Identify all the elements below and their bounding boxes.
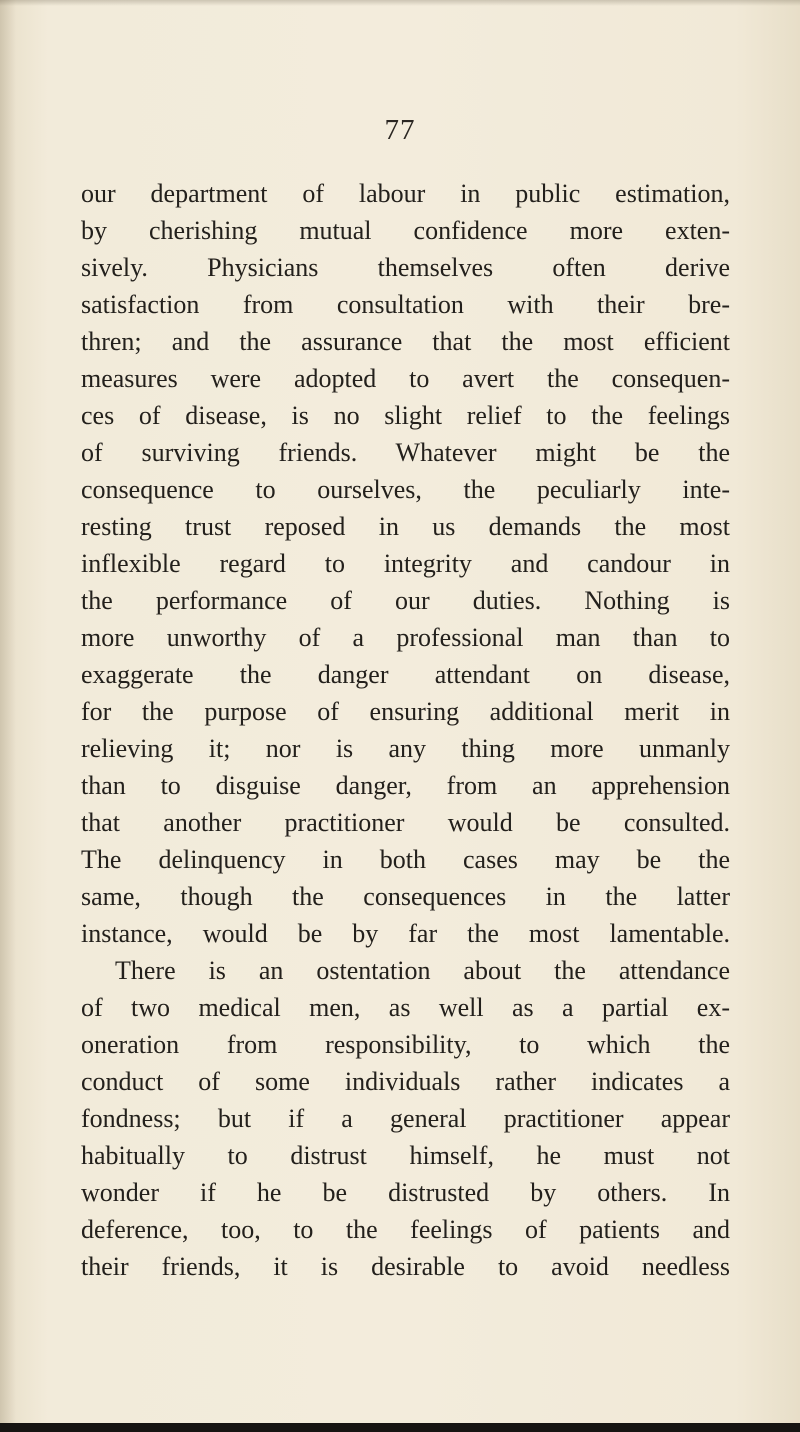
- text-line: fondness; but if a general practitioner appear: [81, 1104, 730, 1133]
- text-line: The delinquency in both cases may be the: [81, 845, 730, 874]
- text-line: of two medical men, as well as a partial ex-: [81, 993, 730, 1022]
- text-line: inflexible regard to integrity and candour in: [81, 549, 730, 578]
- text-line: resting trust reposed in us demands the most: [81, 512, 730, 541]
- text-line: deference, too, to the feelings of patients and: [81, 1215, 730, 1244]
- text-line: relieving it; nor is any thing more unmanly: [81, 734, 730, 763]
- text-line: conduct of some individuals rather indicates a: [81, 1067, 730, 1096]
- text-line: measures were adopted to avert the consequen-: [81, 364, 730, 393]
- page-top-edge: [0, 0, 800, 6]
- text-line: thren; and the assurance that the most efficient: [81, 327, 730, 356]
- text-line: than to disguise danger, from an apprehension: [81, 771, 730, 800]
- text-line: their friends, it is desirable to avoid needless: [81, 1252, 730, 1281]
- text-line: our department of labour in public estimation,: [81, 179, 730, 208]
- text-line: consequence to ourselves, the peculiarly inte-: [81, 475, 730, 504]
- text-line: satisfaction from consultation with their bre-: [81, 290, 730, 319]
- text-line: same, though the consequences in the latter: [81, 882, 730, 911]
- text-line: exaggerate the danger attendant on disease,: [81, 660, 730, 689]
- text-line: of surviving friends. Whatever might be the: [81, 438, 730, 467]
- text-line: by cherishing mutual confidence more exten-: [81, 216, 730, 245]
- text-line: wonder if he be distrusted by others. In: [81, 1178, 730, 1207]
- page-gutter-shadow: [0, 0, 16, 1432]
- scan-bottom-edge: [0, 1423, 800, 1432]
- text-line: habitually to distrust himself, he must not: [81, 1141, 730, 1170]
- text-line: There is an ostentation about the attendance: [115, 956, 730, 985]
- text-line: sively. Physicians themselves often derive: [81, 253, 730, 282]
- text-line: more unworthy of a professional man than to: [81, 623, 730, 652]
- text-line: instance, would be by far the most lamentable.: [81, 919, 730, 948]
- text-line: ces of disease, is no slight relief to the feelings: [81, 401, 730, 430]
- text-line: the performance of our duties. Nothing is: [81, 586, 730, 615]
- text-line: oneration from responsibility, to which the: [81, 1030, 730, 1059]
- page-number: 77: [384, 114, 416, 146]
- text-line: for the purpose of ensuring additional merit in: [81, 697, 730, 726]
- text-line: that another practitioner would be consulted.: [81, 808, 730, 837]
